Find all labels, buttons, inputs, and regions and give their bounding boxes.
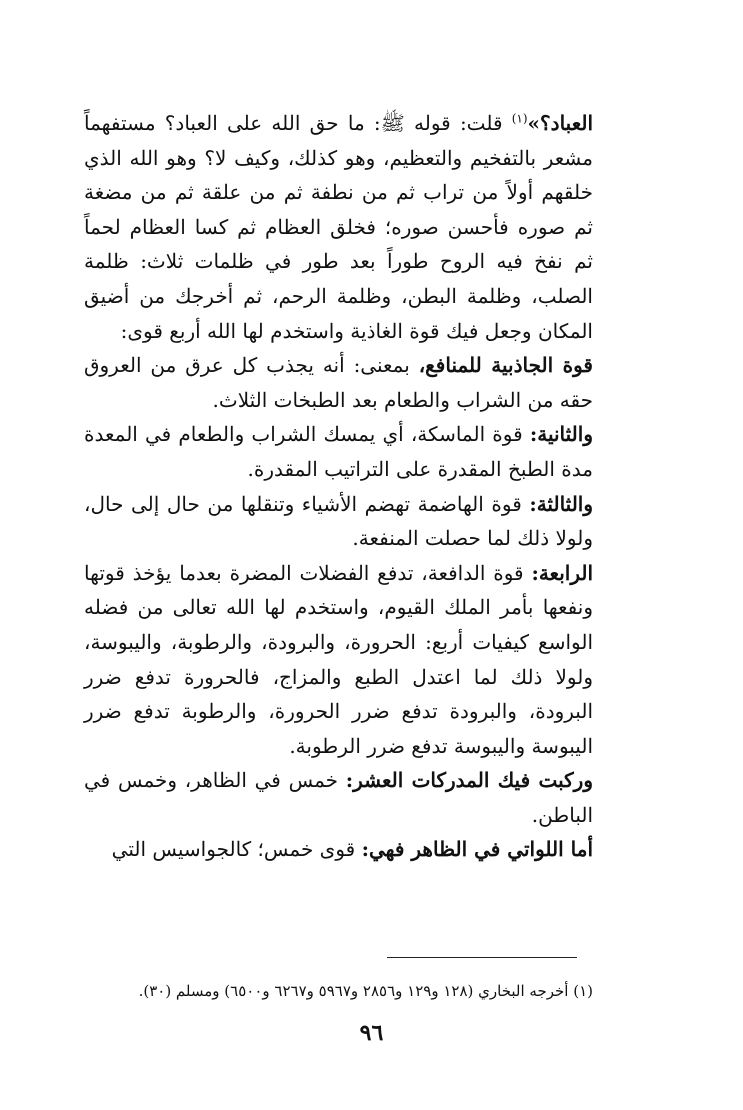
paragraph-7-lead: أما اللواتي في الظاهر فهي: [361,837,593,862]
paragraph-6-lead: وركبت فيك المدركات العشر: [345,768,593,793]
footnote-divider [387,957,577,958]
paragraph-4-text: قوة الهاضمة تهضم الأشياء وتنقلها من حال إلى حال، ولولا ذلك لما حصلت المنفعة. [84,491,593,551]
paragraph-1-lead: العباد؟» [527,111,593,135]
paragraph-3 [84,417,593,486]
paragraph-7 [84,832,593,867]
footnote-marker: (١) [511,111,528,126]
paragraph-4 [84,487,593,556]
paragraph-2 [84,348,593,417]
paragraph-1 [84,106,593,348]
paragraph-5 [84,556,593,764]
paragraph-6-text: خمس في الظاهر، وخمس في الباطن. [84,768,593,827]
paragraph-1-text: قلت: قوله ﷺ: ما حق الله على العباد؟ مستفهماً مشعر بالتفخيم والتعظيم، وهو كذلك، وكيف لا؟ وهو الله الذي خلقهم أولاً من تراب ثم من نطفة ثم من علقة ثم من مضغة ثم صوره فأحسن صوره؛ فخلق العظام ثم كسا العظام لحماً ثم نفخ فيه الروح طوراً بعد طور في ظلمات ثلاث: ظلمة الصلب، وظلمة البطن، وظلمة الرحم، ثم أخرجك من أضيق المكان وجعل فيك قوة الغاذية واستخدم لها الله أربع قوى: [84,111,593,343]
paragraph-7-text: قوى خمس؛ كالجواسيس التي [111,837,362,862]
paragraph-3-lead: والثانية: [529,422,593,447]
paragraph-6 [84,763,593,832]
main-text [84,106,593,867]
page-number: ٩٦ [359,1020,384,1046]
paragraph-2-text: بمعنى: أنه يجذب كل عرق من العروق حقه من الشراب والطعام بعد الطبخات الثلاث. [84,353,593,412]
footnote: (١) أخرجه البخاري (١٢٨ و١٢٩ و٢٨٥٦ و٥٩٦٧ و٦٢٦٧ و٦٥٠٠) ومسلم (٣٠). [138,982,593,1000]
paragraph-4-lead: والثالثة: [529,491,593,516]
paragraph-5-lead: الرابعة: [531,560,593,585]
paragraph-5-text: قوة الدافعة، تدفع الفضلات المضرة بعدما يؤخذ قوتها ونفعها بأمر الملك القيوم، واستخدم لها الله تعالى من فضله الواسع كيفيات أربع: الحرورة، والبرودة، والرطوبة، واليبوسة، ولولا ذلك لما اعتدل الطبع والمزاج، فالحرورة تدفع ضرر البرودة، والبرودة تدفع ضرر الحرورة، والرطوبة تدفع ضرر اليبوسة واليبوسة تدفع ضرر الرطوبة. [84,560,593,758]
paragraph-2-lead: قوة الجاذبية للمنافع، [418,353,593,378]
paragraph-3-text: قوة الماسكة، أي يمسك الشراب والطعام في المعدة مدة الطبخ المقدرة على التراتيب المقدرة. [84,422,593,481]
